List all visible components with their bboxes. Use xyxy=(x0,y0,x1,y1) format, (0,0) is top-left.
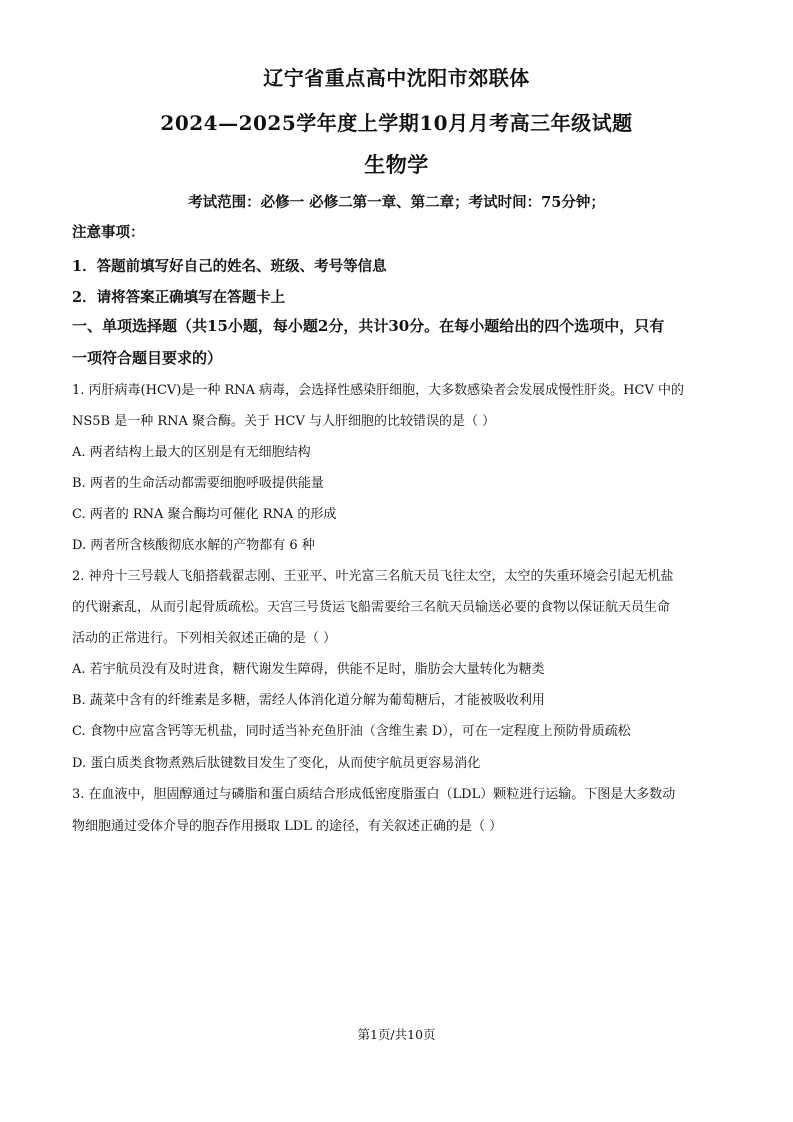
q2-stem-line2: 的代谢紊乱，从而引起骨质疏松。天宫三号货运飞船需要给三名航天员输送必要的食物以保证航天员生命 xyxy=(72,600,671,615)
q2-stem-line1: 2. 神舟十三号载人飞船搭载翟志刚、王亚平、叶光富三名航天员飞往太空，太空的失重环境会引起无机盐 xyxy=(72,569,674,584)
exam-scope: 考试范围：必修一 必修二第一章、第二章；考试时间：75分钟； xyxy=(188,194,605,211)
q1-option-d: D. 两者所含核酸彻底水解的产物都有 6 种 xyxy=(72,538,315,553)
section-heading-line2: 一项符合题目要求的） xyxy=(72,349,223,367)
notice-item-2: 2．请将答案正确填写在答题卡上 xyxy=(72,289,286,306)
q1-stem-line1: 1. 丙肝病毒(HCV)是一种 RNA 病毒，会选择性感染肝细胞，大多数感染者会发展成慢性肝炎。HCV 中的 xyxy=(72,383,684,398)
q1-option-c: C. 两者的 RNA 聚合酶均可催化 RNA 的形成 xyxy=(72,507,337,522)
q2-option-a: A. 若宇航员没有及时进食，糖代谢发生障碍，供能不足时，脂肪会大量转化为糖类 xyxy=(72,662,545,677)
q3-stem-line1: 3. 在血液中，胆固醇通过与磷脂和蛋白质结合形成低密度脂蛋白（LDL）颗粒进行运输。下图是大多数动 xyxy=(72,787,676,802)
q2-option-d: D. 蛋白质类食物煮熟后肽键数目发生了变化，从而使宇航员更容易消化 xyxy=(72,756,481,771)
q1-option-a: A. 两者结构上最大的区别是有无细胞结构 xyxy=(72,445,311,460)
q2-stem-line3: 活动的正常进行。下列相关叙述正确的是（ ） xyxy=(72,631,337,646)
q2-option-b: B. 蔬菜中含有的纤维素是多糖，需经人体消化道分解为葡萄糖后，才能被吸收利用 xyxy=(72,693,545,708)
q3-stem-line2: 物细胞通过受体介导的胞吞作用摄取 LDL 的途径，有关叙述正确的是（ ） xyxy=(72,819,503,834)
exam-title-line2: 2024—2025学年度上学期10月月考高三年级试题 xyxy=(160,111,633,135)
q1-option-b: B. 两者的生命活动都需要细胞呼吸提供能量 xyxy=(72,476,324,491)
q2-option-c: C. 食物中应富含钙等无机盐，同时适当补充鱼肝油（含维生素 D），可在一定程度上预防骨质疏松 xyxy=(72,724,631,739)
q1-stem-line2: NS5B 是一种 RNA 聚合酶。关于 HCV 与人肝细胞的比较错误的是（ ） xyxy=(72,414,496,429)
notice-item-1: 1．答题前填写好自己的姓名、班级、考号等信息 xyxy=(72,258,387,275)
section-heading-line1: 一、单项选择题（共15小题，每小题2分，共计30分。在每小题给出的四个选项中，只有 xyxy=(72,317,665,335)
page-number: 第1页/共10页 xyxy=(357,1027,436,1042)
section-heading xyxy=(72,310,722,374)
exam-title-line1: 辽宁省重点高中沈阳市郊联体 xyxy=(263,66,530,90)
notice-heading: 注意事项： xyxy=(72,224,145,241)
exam-subject: 生物学 xyxy=(364,152,429,177)
